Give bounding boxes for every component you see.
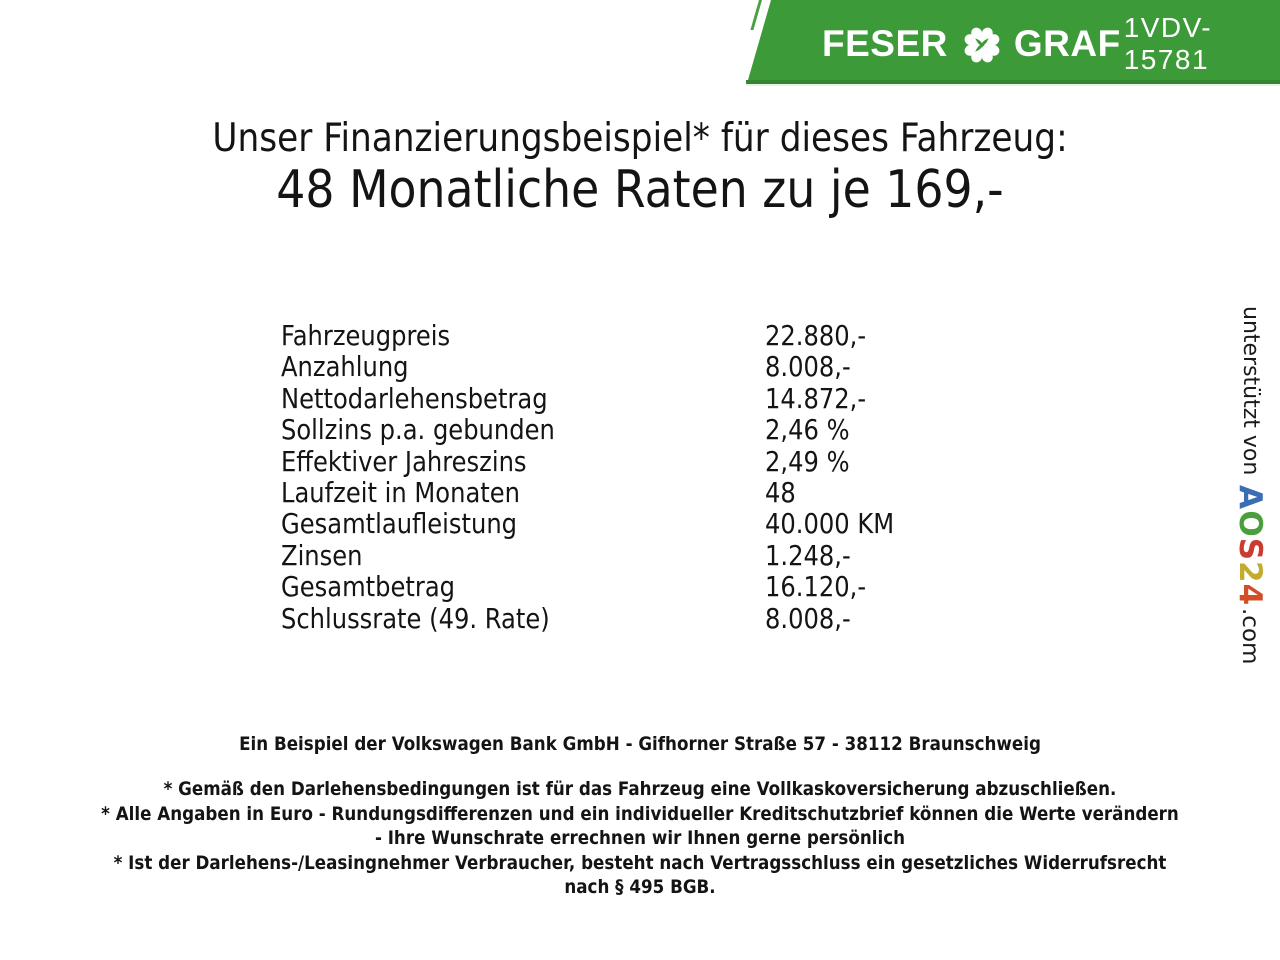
finance-value: 14.872,- [765, 382, 867, 415]
finance-label: Anzahlung [281, 351, 409, 384]
finance-value: 40.000 KM [765, 508, 895, 541]
finance-value: 48 [765, 476, 796, 509]
clover-icon [959, 22, 1005, 68]
finance-label: Schlussrate (49. Rate) [281, 602, 550, 635]
aos24-logo-letter: 4 [1232, 583, 1268, 607]
table-row [281, 447, 894, 478]
table-row [281, 384, 894, 415]
disclaimer-line: * Ist der Darlehens-/Leasingnehmer Verbraucher, besteht nach Vertragsschluss ein gesetzliches Widerrufsrecht [113, 852, 1167, 874]
finance-value: 8.008,- [765, 602, 851, 635]
table-row [281, 509, 894, 540]
support-text: unterstützt von [1238, 306, 1263, 476]
finance-value: 16.120,- [765, 571, 867, 604]
aos24-domain-suffix: .com [1237, 608, 1263, 665]
bank-info-line: Ein Beispiel der Volkswagen Bank GmbH - Gifhorner Straße 57 - 38112 Braunschweig [239, 733, 1041, 755]
finance-label: Effektiver Jahreszins [281, 445, 527, 478]
disclaimer-line: * Gemäß den Darlehensbedingungen ist für das Fahrzeug eine Vollkaskoversicherung abzuschließen. [163, 777, 1117, 800]
disclaimer-line: * Alle Angaben in Euro - Rundungsdifferenzen und ein individueller Kreditschutzbrief können die Werte verändern [101, 803, 1179, 825]
page-title [0, 116, 1280, 218]
table-row [281, 352, 894, 383]
support-credit [1232, 306, 1268, 665]
table-row [281, 321, 894, 352]
disclaimer-paragraph [77, 852, 1203, 899]
finance-value: 1.248,- [765, 539, 851, 572]
disclaimer-line: nach § 495 BGB. [564, 875, 716, 898]
table-row [281, 604, 894, 635]
banner-diagonal-sliver [750, 0, 762, 30]
finance-label: Gesamtbetrag [281, 571, 456, 604]
finance-table [281, 321, 894, 635]
finance-label: Zinsen [281, 539, 363, 572]
footer [77, 733, 1203, 901]
table-row [281, 572, 894, 603]
finance-value: 2,49 % [765, 445, 850, 478]
banner-underline-faint [746, 84, 1280, 86]
disclaimer-line: - Ihre Wunschrate errechnen wir Ihnen gerne persönlich [374, 826, 906, 849]
table-row [281, 415, 894, 446]
brand-word-feser: FESER [822, 23, 948, 64]
finance-label: Gesamtlaufleistung [281, 508, 518, 541]
brand-word-graf: GRAF [1013, 23, 1121, 64]
finance-value: 8.008,- [765, 351, 851, 384]
aos24-logo-letter: 2 [1232, 561, 1268, 584]
finance-label: Nettodarlehensbetrag [281, 382, 548, 415]
aos24-logo-letter: S [1232, 537, 1268, 562]
page-title-line2: 48 Monatliche Raten zu je 169,- [276, 160, 1004, 220]
page-title-line1: Unser Finanzierungsbeispiel* für dieses Fahrzeug: [212, 116, 1068, 161]
finance-label: Fahrzeugpreis [281, 320, 451, 352]
aos24-logo-letter: O [1232, 510, 1268, 538]
table-row [281, 541, 894, 572]
finance-value: 22.880,- [765, 320, 867, 352]
disclaimer-paragraph [77, 803, 1203, 850]
disclaimer-paragraph [77, 778, 1203, 802]
dealer-logo [822, 0, 1280, 84]
table-row [281, 478, 894, 509]
vehicle-code: 1VDV-15781 [1123, 12, 1213, 75]
aos24-logo-letter: A [1232, 485, 1268, 511]
finance-label: Sollzins p.a. gebunden [281, 414, 555, 447]
finance-label: Laufzeit in Monaten [281, 476, 520, 509]
finance-value: 2,46 % [765, 414, 850, 447]
